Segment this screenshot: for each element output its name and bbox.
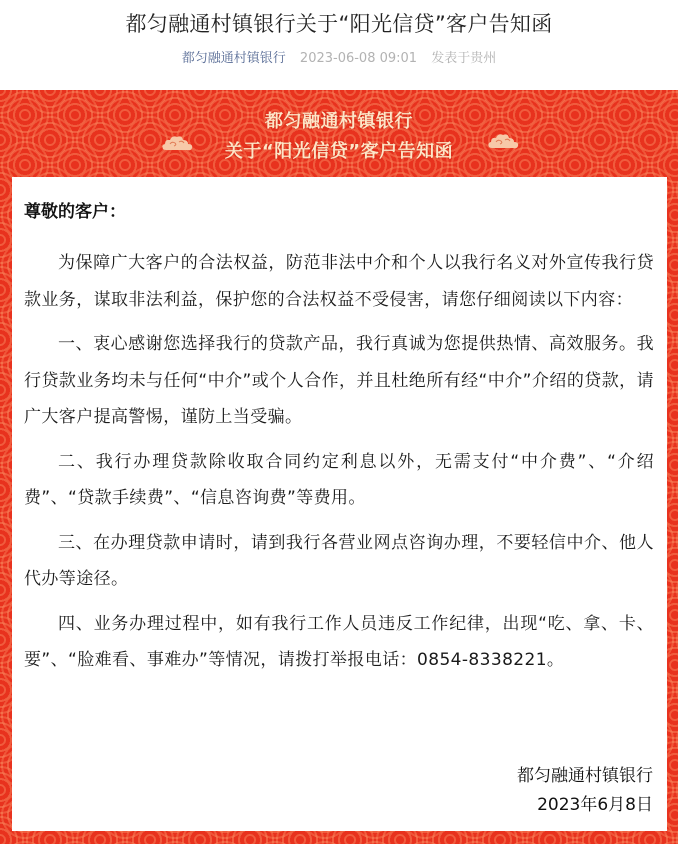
paragraph-item-1: 一、衷心感谢您选择我行的贷款产品，我行真诚为您提供热情、高效服务。我行贷款业务均未与任何“中介”或个人合作，并且杜绝所有经“中介”介绍的贷款，请广大客户提高警惕，谨防上当受骗。 (24, 334, 654, 427)
poster-title (0, 107, 678, 167)
paragraph-item-4: 四、业务办理过程中，如有我行工作人员违反工作纪律，出现“吃、拿、卡、要”、“脸难看、事难办”等情况，请拨打举报电话：0854-8338221。 (24, 613, 654, 670)
letter-body (24, 245, 654, 687)
publish-location: 发表于贵州 (431, 51, 497, 66)
paragraph-item-2: 二、我行办理贷款除收取合同约定利息以外，无需支付“中介费”、“介绍费”、“贷款手续费”、“信息咨询费”等费用。 (24, 451, 654, 508)
poster-title-line1: 都匀融通村镇银行 (265, 111, 413, 132)
notice-poster (0, 90, 678, 844)
paragraph-item-3: 三、在办理贷款申请时，请到我行各营业网点咨询办理，不要轻信中介、他人代办等途径。 (24, 532, 654, 589)
letter-card (12, 177, 667, 831)
article-title: 都匀融通村镇银行关于“阳光信贷”客户告知函 (125, 12, 553, 36)
letter-greeting: 尊敬的客户： (24, 202, 126, 222)
publish-time: 2023-06-08 09:01 (299, 51, 418, 66)
article-meta (0, 47, 678, 66)
letter-signature (517, 762, 653, 820)
signature-date: 2023年6月8日 (537, 795, 653, 815)
poster-title-line2: 关于“阳光信贷”客户告知函 (224, 141, 454, 162)
author-link[interactable]: 都匀融通村镇银行 (181, 51, 286, 66)
signature-org: 都匀融通村镇银行 (517, 766, 653, 786)
article-header (0, 0, 678, 90)
paragraph-intro: 为保障广大客户的合法权益，防范非法中介和个人以我行名义对外宣传我行贷款业务，谋取非法利益，保护您的合法权益不受侵害，请您仔细阅读以下内容： (24, 253, 654, 310)
